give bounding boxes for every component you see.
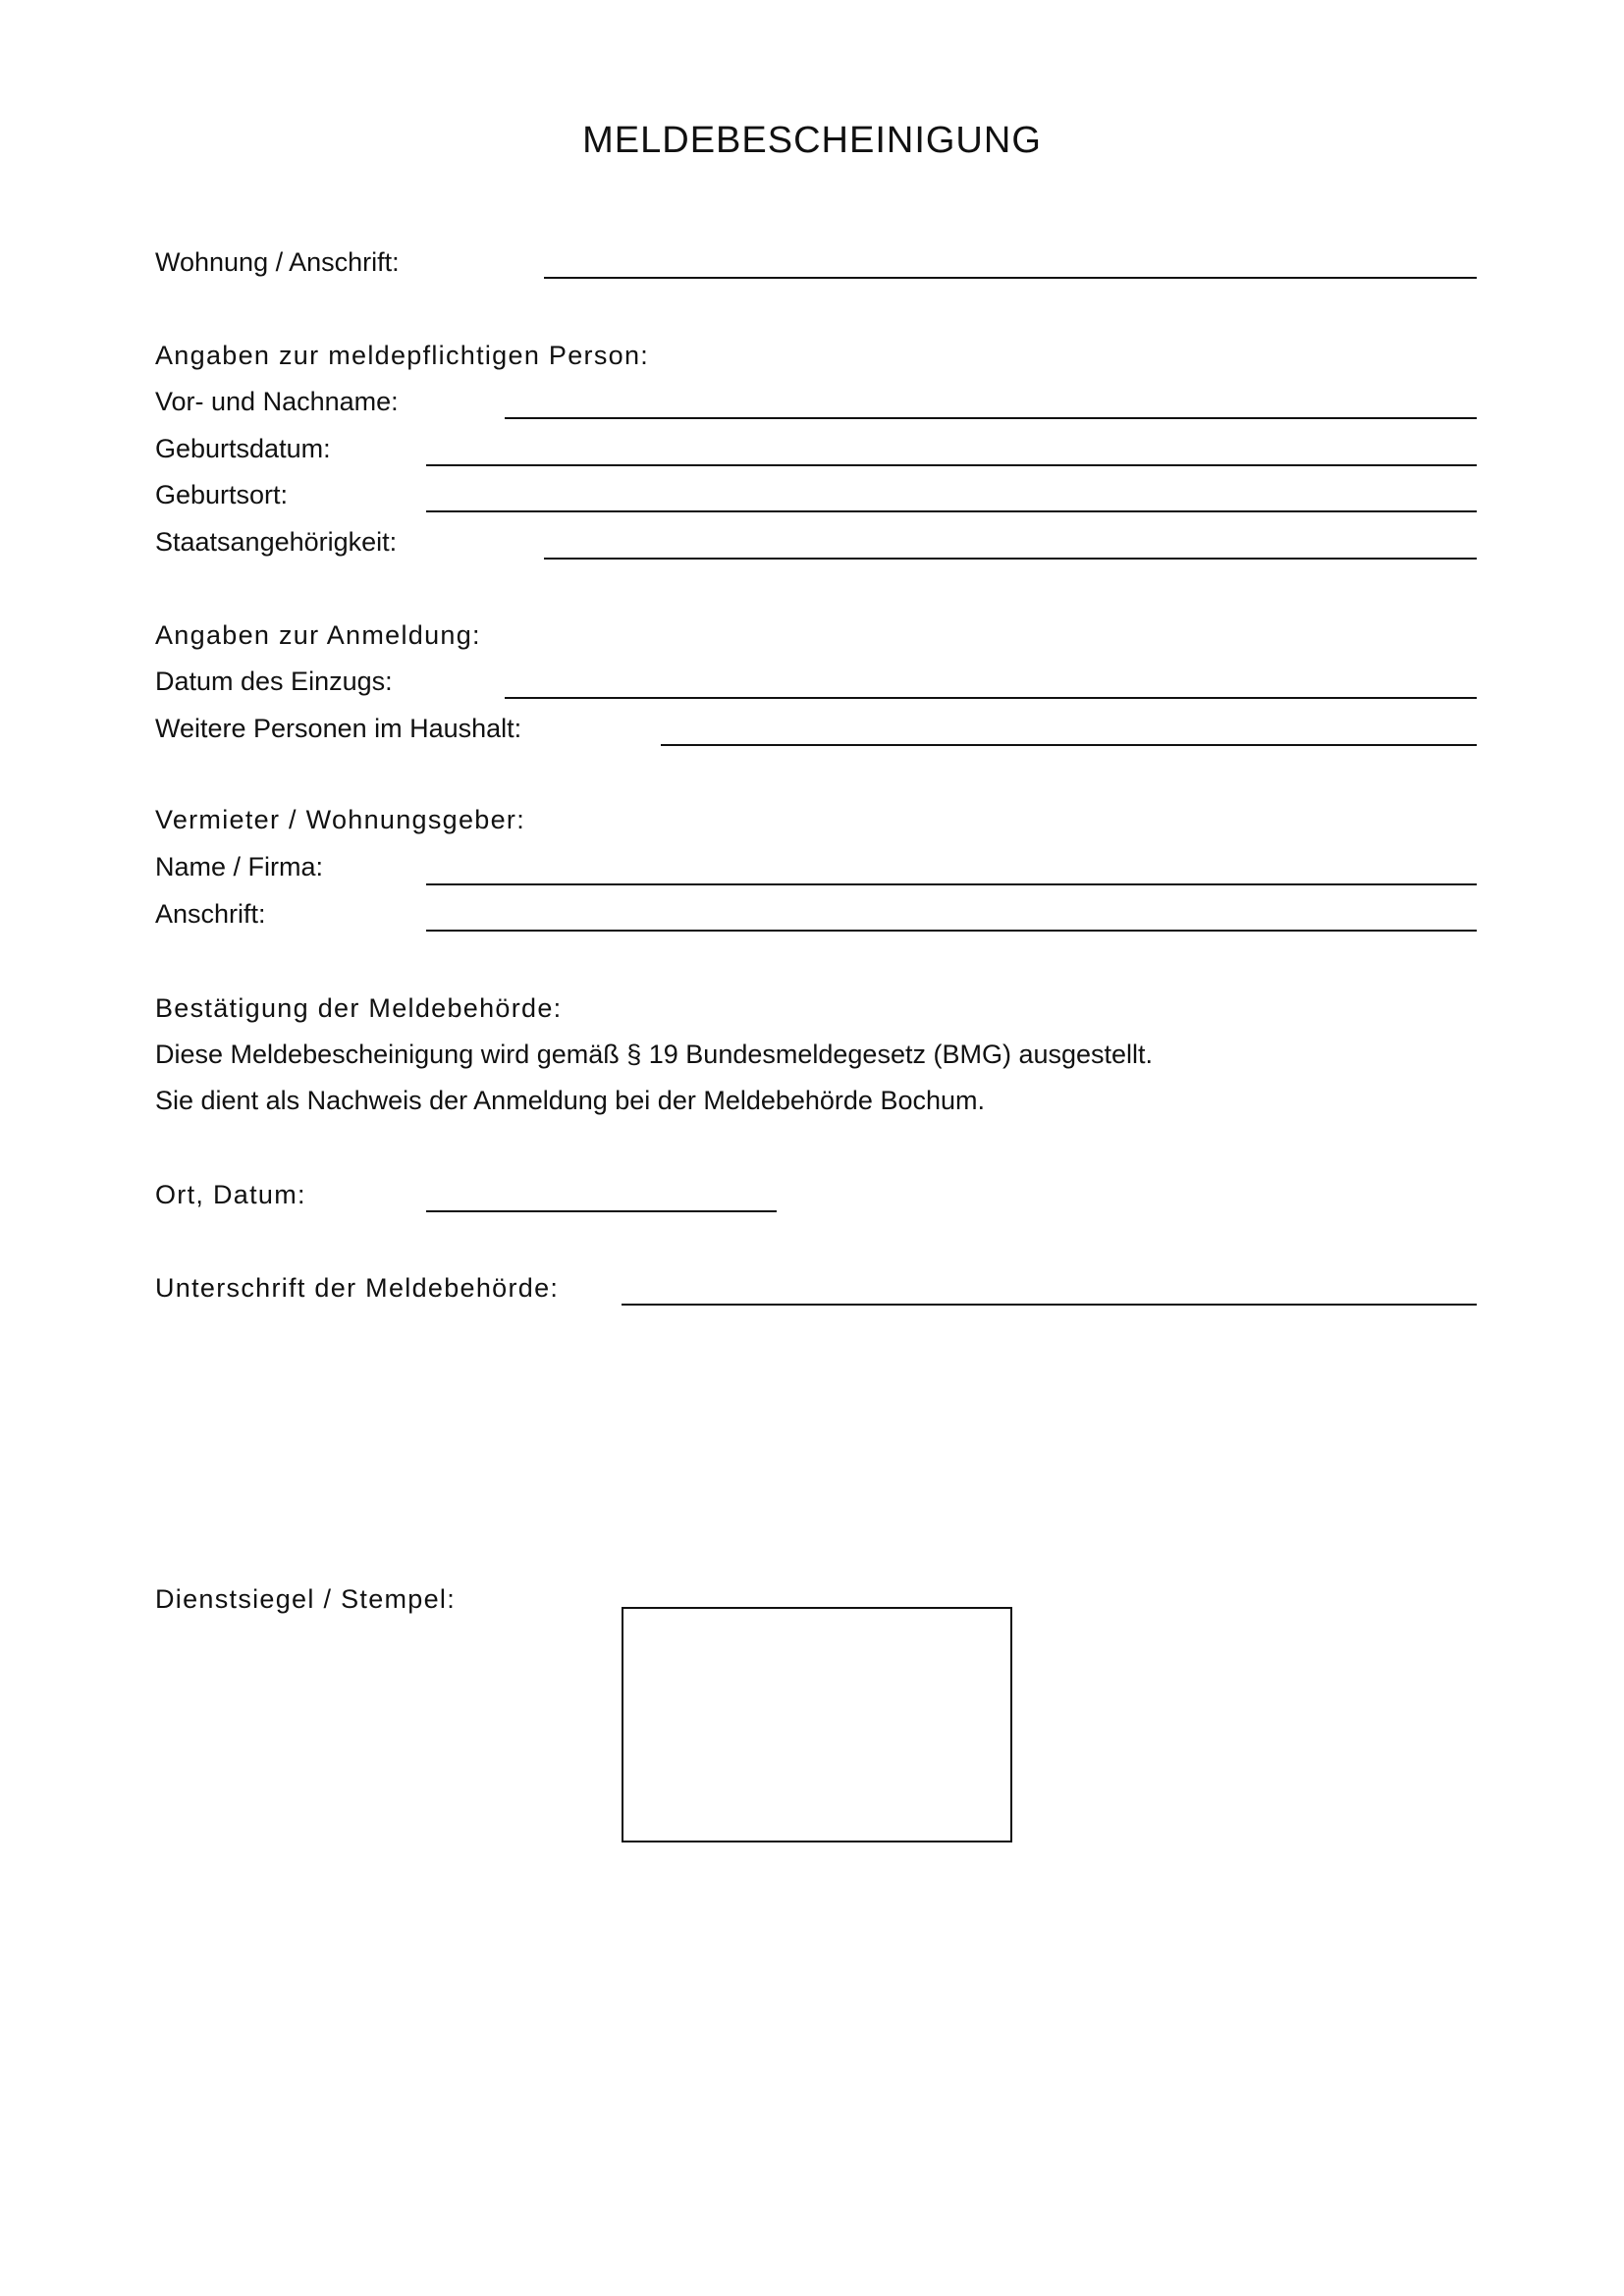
landlord-address-label: Anschrift: <box>155 899 266 929</box>
name-field-line[interactable] <box>505 417 1477 419</box>
address-label: Wohnung / Anschrift: <box>155 247 400 277</box>
person-section-heading: Angaben zur meldepflichtigen Person: <box>155 341 650 370</box>
household-members-field-line[interactable] <box>661 744 1477 746</box>
landlord-section-heading: Vermieter / Wohnungsgeber: <box>155 805 525 834</box>
birthplace-field-line[interactable] <box>426 510 1477 512</box>
landlord-name-label: Name / Firma: <box>155 852 324 881</box>
seal-stamp-box <box>622 1607 1012 1842</box>
document-title: MELDEBESCHEINIGUNG <box>582 120 1042 161</box>
signature-field-line[interactable] <box>622 1304 1477 1306</box>
birthdate-label: Geburtsdatum: <box>155 434 331 463</box>
move-in-date-label: Datum des Einzugs: <box>155 667 393 696</box>
confirmation-text-line-2: Sie dient als Nachweis der Anmeldung bei der Meldebehörde Bochum. <box>155 1086 986 1115</box>
name-label: Vor- und Nachname: <box>155 387 399 416</box>
seal-label: Dienstsiegel / Stempel: <box>155 1584 457 1614</box>
registration-section-heading: Angaben zur Anmeldung: <box>155 620 481 650</box>
address-field-line[interactable] <box>544 277 1477 279</box>
confirmation-section-heading: Bestätigung der Meldebehörde: <box>155 993 563 1023</box>
move-in-date-field-line[interactable] <box>505 697 1477 699</box>
household-members-label: Weitere Personen im Haushalt: <box>155 714 522 743</box>
birthdate-field-line[interactable] <box>426 464 1477 466</box>
place-date-field-line[interactable] <box>426 1210 777 1212</box>
landlord-address-field-line[interactable] <box>426 930 1477 932</box>
signature-label: Unterschrift der Meldebehörde: <box>155 1273 560 1303</box>
confirmation-text-line-1: Diese Meldebescheinigung wird gemäß § 19 Bundesmeldegesetz (BMG) ausgestellt. <box>155 1040 1154 1069</box>
birthplace-label: Geburtsort: <box>155 480 289 509</box>
nationality-label: Staatsangehörigkeit: <box>155 527 398 557</box>
landlord-name-field-line[interactable] <box>426 883 1477 885</box>
place-date-label: Ort, Datum: <box>155 1180 306 1209</box>
nationality-field-line[interactable] <box>544 558 1477 560</box>
